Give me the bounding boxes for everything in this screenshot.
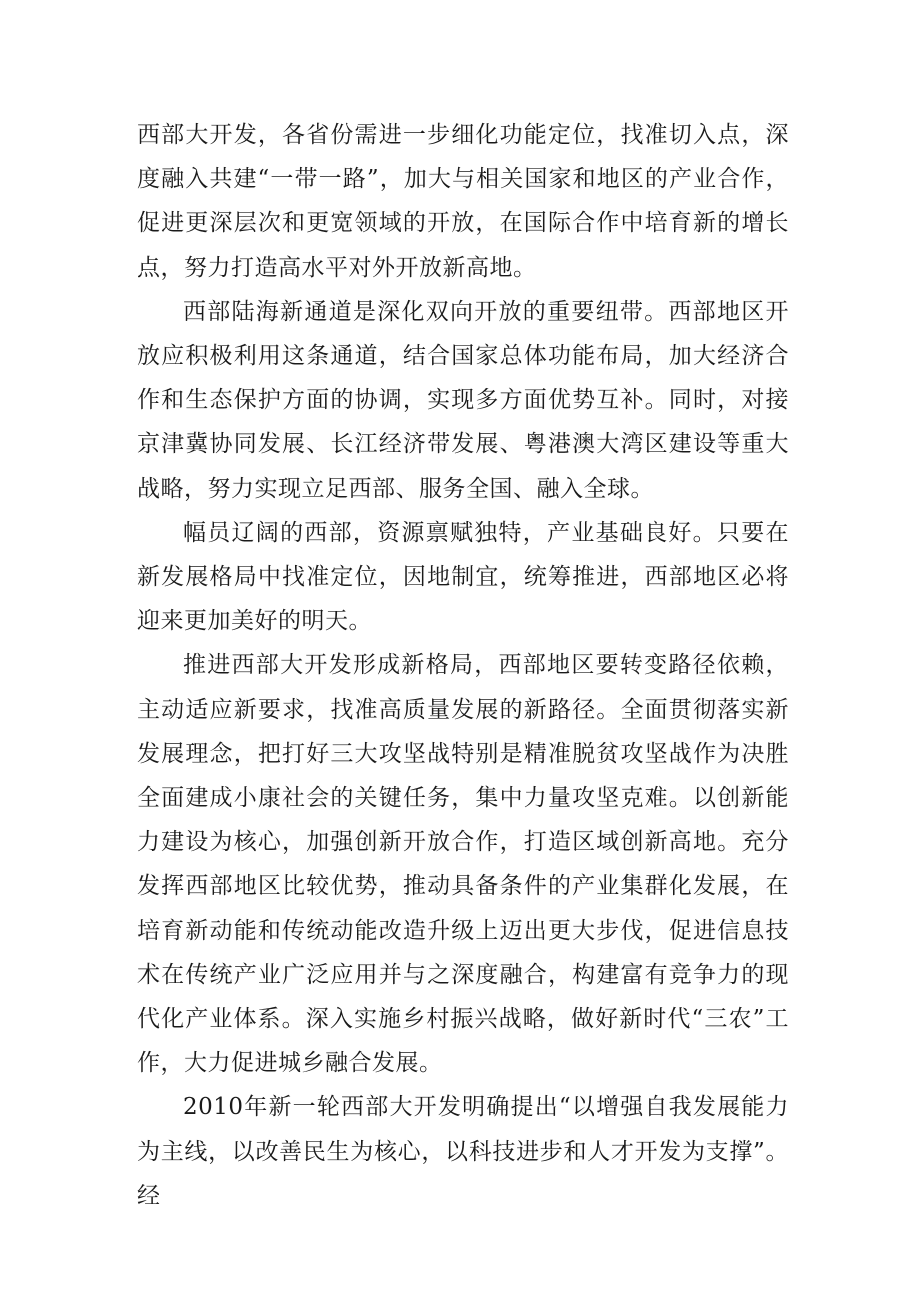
- paragraph: 推进西部大开发形成新格局，西部地区要转变路径依赖，主动适应新要求，找准高质量发展的新路径。全面贯彻落实新发展理念，把打好三大攻坚战特别是精准脱贫攻坚战作为决胜全面建成小康社会的关键任务，集中力量攻坚克难。以创新能力建设为核心，加强创新开放合作，打造区域创新高地。充分发挥西部地区比较优势，推动具备条件的产业集群化发展，在培育新动能和传统动能改造升级上迈出更大步伐，促进信息技术在传统产业广泛应用并与之深度融合，构建富有竞争力的现代化产业体系。深入实施乡村振兴战略，做好新时代“三农”工作，大力促进城乡融合发展。: [137, 652, 789, 1077]
- paragraph-continued: 西部大开发，各省份需进一步细化功能定位，找准切入点，深度融入共建“一带一路”，加大与相关国家和地区的产业合作，促进更深层次和更宽领域的开放，在国际合作中培育新的增长点，努力打造高水平对外开放新高地。: [137, 122, 789, 281]
- paragraph: 幅员辽阔的西部，资源禀赋独特，产业基础良好。只要在新发展格局中找准定位，因地制宜，统筹推进，西部地区必将迎来更加美好的明天。: [137, 519, 789, 635]
- body-text: [137, 113, 789, 1218]
- paragraph: 2010年新一轮西部大开发明确提出“以增强自我发展能力为主线，以改善民生为核心，以科技进步和人才开发为支撑”。经: [137, 1094, 789, 1209]
- paragraph: 西部陆海新通道是深化双向开放的重要纽带。西部地区开放应积极利用这条通道，结合国家总体功能布局，加大经济合作和生态保护方面的协调，实现多方面优势互补。同时，对接京津冀协同发展、长江经济带发展、粤港澳大湾区建设等重大战略，努力实现立足西部、服务全国、融入全球。: [137, 298, 789, 502]
